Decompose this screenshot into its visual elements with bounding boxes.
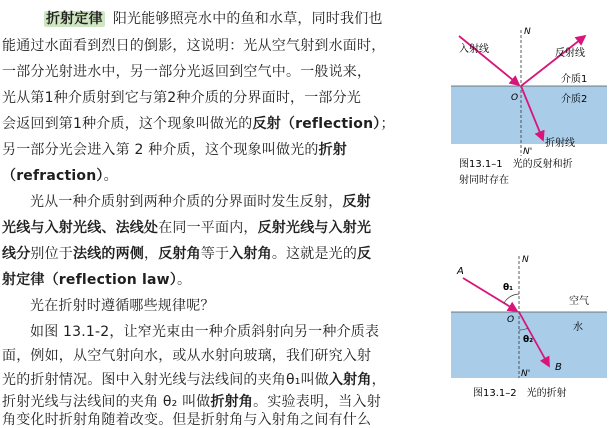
term-reflection: 反射（reflection） <box>252 116 381 132</box>
text-span: 阳光能够照亮水中的鱼和水草，同时我们也 <box>112 11 383 27</box>
text-bold: 反射角 <box>158 246 201 262</box>
text-line <box>2 116 395 132</box>
text-span: 。 <box>177 272 192 288</box>
text-line: 一部分光射进水中，另一部分光返回到空气中。一般说来， <box>2 64 372 80</box>
text-line: 面，例如，从空气射向水，或从水射向玻璃，我们研究入射 <box>2 348 372 364</box>
label-b: B <box>555 362 562 373</box>
text-span: 另一部分光会进入第 2 种介质，这个现象叫做光的 <box>2 142 319 158</box>
text-bold: 入射角 <box>229 246 272 262</box>
figure-caption: 图13.1–2 光的折射 <box>473 388 567 399</box>
label-n-bottom: N' <box>521 369 531 379</box>
label-water: 水 <box>573 322 583 333</box>
text-line <box>30 194 371 210</box>
label-medium2: 介质2 <box>561 94 588 105</box>
figure-reflection-refraction <box>451 6 607 202</box>
text-line <box>2 168 118 184</box>
term-reflection-law: 射定律（reflection law） <box>2 272 178 288</box>
label-air: 空气 <box>569 296 589 307</box>
text-span: ； <box>380 116 395 132</box>
text-span: 折射光线与法线间的夹角 θ₂ 叫做 <box>2 394 211 410</box>
text-line <box>2 372 386 388</box>
label-incident: 入射线 <box>459 44 489 55</box>
angle-arc-theta1 <box>504 294 519 303</box>
diagram-reflection-refraction <box>451 6 607 202</box>
text-span: ， <box>144 246 159 262</box>
text-bold: 线分 <box>2 246 31 262</box>
label-n-top: N <box>522 255 529 265</box>
text-line <box>44 11 383 27</box>
text-line: 能通过水面看到烈日的倒影，这说明：光从空气射到水面时， <box>2 38 386 54</box>
text-span: 会返回到第1种介质，这个现象叫做光的 <box>2 116 253 132</box>
label-medium1: 介质1 <box>561 74 588 85</box>
text-bold: 反射 <box>342 194 371 210</box>
text-bold: 法线的两侧 <box>73 246 145 262</box>
label-n-top: N <box>524 27 531 37</box>
text-bold: 反 <box>357 246 372 262</box>
text-span: 。实验表明，当入射 <box>253 394 381 410</box>
text-line: 角变化时折射角随着改变。但是折射角与入射角之间有什么 <box>2 412 372 428</box>
label-theta2: θ₂ <box>523 335 534 345</box>
text-line <box>2 220 371 236</box>
text-line: 如图 13.1-2，让窄光束由一种介质斜射向另一种介质表 <box>30 324 380 340</box>
term-refraction-angle: 折射角 <box>210 394 254 410</box>
term-refraction: 折射 <box>318 142 348 158</box>
text-span: 等于 <box>200 246 230 262</box>
text-bold: 反射光线与入射光 <box>257 220 372 236</box>
label-refracted: 折射线 <box>545 138 575 149</box>
label-o: O <box>507 315 515 325</box>
text-span: ， <box>371 372 386 388</box>
text-span: 别位于 <box>30 246 74 262</box>
text-span: 光的折射情况。图中入射光线与法线间的夹角θ₁叫做 <box>2 372 329 388</box>
text-bold: 光线与入射光线、法线处 <box>2 220 159 236</box>
text-line: 光从第1种介质射到它与第2种介质的分界面时，一部分光 <box>2 90 362 106</box>
label-reflected: 反射线 <box>555 48 585 59</box>
text-line <box>2 246 371 262</box>
text-span: 在同一平面内， <box>158 220 258 236</box>
label-a: A <box>457 266 464 277</box>
text-line <box>2 394 381 410</box>
figure-caption-line1: 图13.1–1 光的反射和折 <box>459 159 573 170</box>
figure-caption-line2: 射同时存在 <box>459 175 509 186</box>
text-span: 。 <box>103 168 118 184</box>
term-refraction-en: （refraction） <box>2 168 104 184</box>
label-n-bottom: N' <box>523 147 533 157</box>
label-theta1: θ₁ <box>503 283 514 293</box>
diagram-refraction <box>451 250 607 410</box>
term-incidence-angle: 入射角 <box>328 372 372 388</box>
text-line: 光在折射时遵循哪些规律呢？ <box>30 298 215 314</box>
text-line <box>2 272 191 288</box>
term-refraction-law: 折射定律 <box>46 11 103 27</box>
text-line <box>2 142 347 158</box>
text-span: 光从一种介质射到两种介质的分界面时发生反射， <box>30 194 343 210</box>
figure-refraction <box>451 250 607 410</box>
label-o: O <box>511 93 519 103</box>
text-span: 。这就是光的 <box>271 246 358 262</box>
